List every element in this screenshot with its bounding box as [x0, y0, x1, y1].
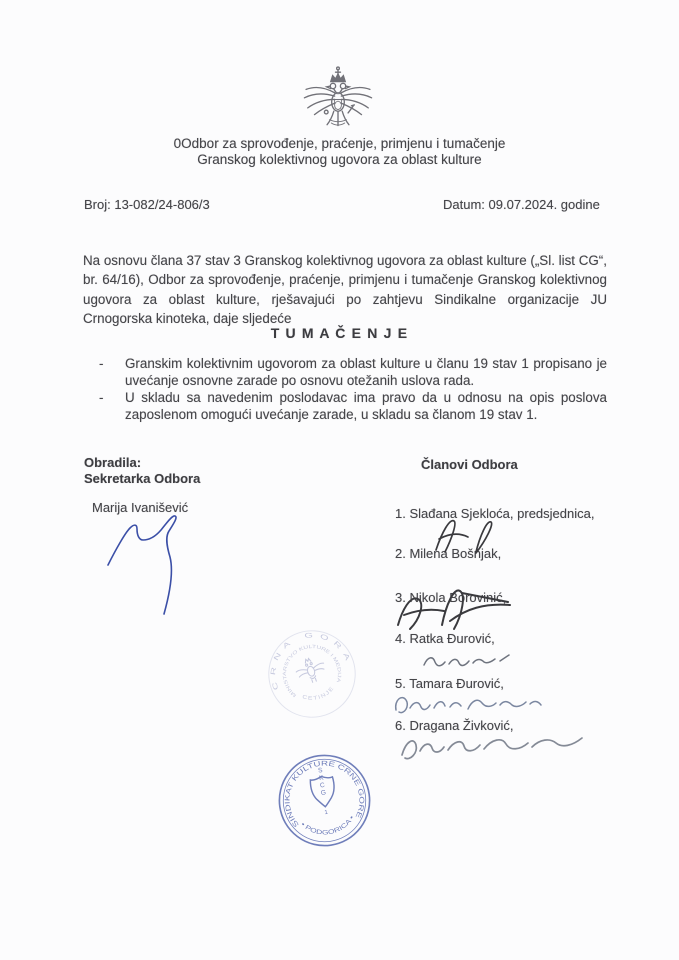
interpretation-list	[99, 355, 607, 423]
dash-marker: -	[99, 356, 104, 371]
document-date: Datum: 09.07.2024. godine	[443, 197, 600, 212]
ministry-stamp	[264, 626, 360, 722]
header-line-2: Granskog kolektivnog ugovora za oblast kulture	[197, 151, 482, 167]
svg-text:• PODGORICA •	[299, 814, 358, 840]
dash-marker: -	[99, 390, 104, 405]
svg-text:MINISTARSTVO KULTURE I MEDIJA	[274, 636, 346, 701]
document-title: T U M A Č E N J E	[270, 325, 409, 341]
sindikat-stamp-top-text: SINDIKAT KULTURE CRNE GORE	[284, 760, 365, 828]
signature-marija-ivanisevic	[103, 513, 191, 615]
list-item	[99, 355, 607, 389]
montenegro-coat-of-arms-icon	[296, 64, 380, 140]
list-item-text: U skladu sa navedenim poslodavac ima pravo da u odnosu na opis poslova zaposlenom omogući uvećanje zarade, u skladu sa članom 19 stav 1.	[125, 390, 607, 422]
ministry-stamp-city-text: CETINJE	[301, 686, 336, 702]
list-item-text: Granskim kolektivnim ugovorom za oblast kulture u članu 19 stav 1 propisano je uvećanje osnovne zarade po osnovu otežanih uslova rada.	[125, 356, 607, 388]
member-item-2: 2. Milena Bošnjak,	[395, 546, 502, 561]
ministry-stamp-country-text: CRNA GORA	[269, 632, 352, 691]
member-item-6: 6. Dragana Živković,	[395, 718, 514, 733]
sindikat-stamp-shield-icon	[310, 775, 337, 808]
svg-text:CETINJE	[300, 684, 338, 706]
signature-ratka-djurovic	[420, 650, 512, 674]
signature-tamara-djurovic	[392, 692, 544, 720]
member-item-4: 4. Ratka Đurović,	[395, 631, 495, 646]
intro-paragraph: Na osnovu člana 37 stav 3 Granskog kolektivnog ugovora za oblast kulture („Sl. list CG“, br. 64/16), Odbor za sprovođenje, praćenje, primjenu i tumačenje Granskog kolektivnog ugovora za oblast kulture, rješavajući po zahtjevu Sindikalne organizacije JU Crnogorska kinoteka, daje sljedeće	[83, 253, 607, 327]
sindikat-stamp	[276, 752, 373, 849]
ministry-stamp-coat-of-arms-icon	[293, 654, 328, 686]
ministry-stamp-ministry-text: MINISTARSTVO KULTURE I MEDIJA	[283, 645, 341, 698]
list-item	[99, 389, 607, 423]
header-line-1: 0Odbor za sprovođenje, praćenje, primjenu i tumačenje	[173, 136, 506, 151]
sindikat-stamp-bottom-text: • PODGORICA •	[299, 815, 356, 837]
prepared-by-label: Obradila:	[84, 455, 142, 470]
secretary-name: Marija Ivanišević	[92, 500, 189, 515]
svg-text:SINDIKAT KULTURE CRNE GORE	[279, 755, 367, 829]
sindikat-stamp-shield-letters: SKCG	[316, 766, 328, 798]
member-item-5: 5. Tamara Đurović,	[395, 676, 504, 691]
member-item-1: 1. Slađana Sjekloća, predsjednica,	[395, 506, 595, 521]
members-heading: Članovi Odbora	[421, 457, 518, 472]
document-header	[0, 136, 679, 167]
signature-nikola-borovinic	[392, 579, 518, 635]
prepared-by-block	[84, 455, 200, 486]
signature-dragana-zivkovic	[398, 729, 588, 767]
sindikat-stamp-number: 1	[324, 809, 329, 817]
svg-text:CRNA GORA	[264, 626, 353, 691]
member-item-3: 3. Nikola Borovinić,	[395, 590, 507, 605]
prepared-by-role: Sekretarka Odbora	[84, 470, 201, 486]
document-number: Broj: 13-082/24-806/3	[84, 197, 210, 212]
